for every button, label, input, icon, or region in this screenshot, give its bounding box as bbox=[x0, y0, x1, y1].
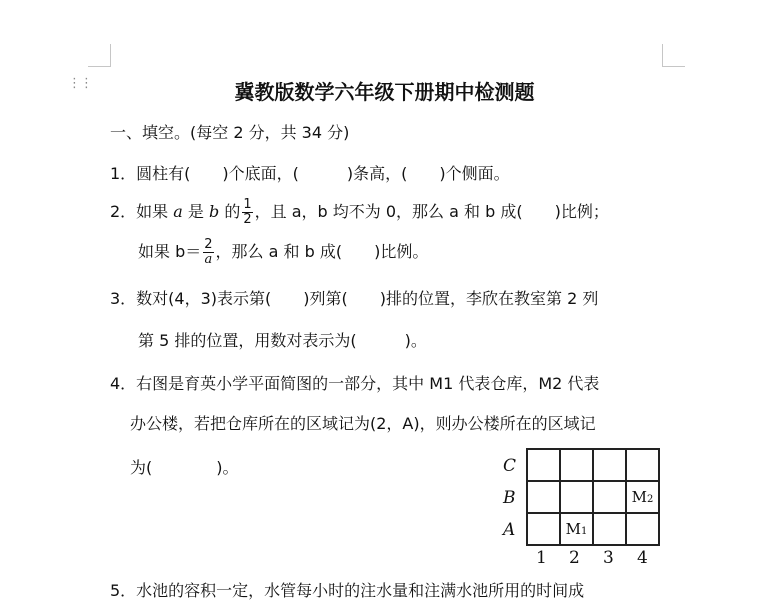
page-title: 冀教版数学六年级下册期中检测题 bbox=[234, 80, 535, 104]
question-5: 5．水池的容积一定，水管每小时的注水量和注满水池所用的时间成 bbox=[110, 581, 585, 600]
question-4-line-3: 为( )。 bbox=[130, 458, 239, 477]
grid-cell bbox=[593, 481, 626, 513]
question-2-line-2 bbox=[138, 238, 428, 267]
fraction-denominator: a bbox=[204, 252, 213, 267]
m2-label: M bbox=[631, 488, 647, 506]
q2-text-e: 如果 b＝ bbox=[138, 242, 202, 261]
question-3-line-2: 第 5 排的位置，用数对表示为( )。 bbox=[138, 331, 427, 350]
question-1: 1．圆柱有( )个底面，( )条高，( )个侧面。 bbox=[110, 164, 510, 183]
grid-col-label-1: 1 bbox=[536, 548, 547, 568]
grid-cell-m2 bbox=[626, 481, 659, 513]
grid-col-label-2: 2 bbox=[569, 548, 580, 568]
grid-cell bbox=[560, 449, 593, 481]
q2-text-d: ，且 a，b 均不为 0，那么 a 和 b 成( )比例； bbox=[254, 202, 609, 221]
q2-text-a: 2．如果 bbox=[110, 202, 174, 221]
q2-text-f: ，那么 a 和 b 成( )比例。 bbox=[215, 242, 429, 261]
grid-cell-m1 bbox=[560, 513, 593, 545]
q2-var-a: a bbox=[173, 202, 183, 221]
grid-cell bbox=[560, 481, 593, 513]
question-4-line-1: 4．右图是育英小学平面简图的一部分，其中 M1 代表仓库，M2 代表 bbox=[110, 374, 600, 393]
m1-subscript: 1 bbox=[580, 526, 588, 537]
section-heading: 一、填空。(每空 2 分，共 34 分) bbox=[110, 123, 350, 142]
grid-cell bbox=[527, 449, 560, 481]
q2-var-b: b bbox=[209, 202, 220, 221]
fraction-two-over-a bbox=[203, 238, 213, 267]
fraction-numerator: 1 bbox=[243, 197, 252, 212]
q2-text-b: 是 bbox=[182, 202, 210, 221]
fraction-one-half bbox=[242, 198, 252, 227]
grid-row-label-c: C bbox=[503, 456, 517, 476]
grid-cell bbox=[527, 513, 560, 545]
grid-col-label-4: 4 bbox=[637, 548, 648, 568]
question-4-line-2: 办公楼，若把仓库所在的区域记为(2，A)，则办公楼所在的区域记 bbox=[130, 414, 596, 433]
fraction-denominator: 2 bbox=[243, 212, 252, 227]
campus-grid-diagram bbox=[526, 448, 660, 546]
m1-label: M bbox=[565, 520, 581, 538]
q2-text-c: 的 bbox=[219, 202, 241, 221]
drag-handle-icon[interactable]: ⋮⋮ bbox=[68, 76, 92, 91]
fraction-numerator: 2 bbox=[204, 237, 213, 252]
page-corner-mark-top-right bbox=[662, 44, 685, 67]
grid-row-label-a: A bbox=[503, 520, 516, 540]
grid-row-label-b: B bbox=[503, 488, 516, 508]
question-2-line-1 bbox=[110, 198, 609, 227]
grid-cell bbox=[593, 449, 626, 481]
grid-cell bbox=[527, 481, 560, 513]
grid-col-label-3: 3 bbox=[603, 548, 614, 568]
m2-subscript: 2 bbox=[646, 494, 654, 505]
page-corner-mark-top-left bbox=[88, 44, 111, 67]
grid-cell bbox=[626, 449, 659, 481]
question-3-line-1: 3．数对(4，3)表示第( )列第( )排的位置，李欣在教室第 2 列 bbox=[110, 289, 599, 308]
grid-cell bbox=[593, 513, 626, 545]
grid-cell bbox=[626, 513, 659, 545]
